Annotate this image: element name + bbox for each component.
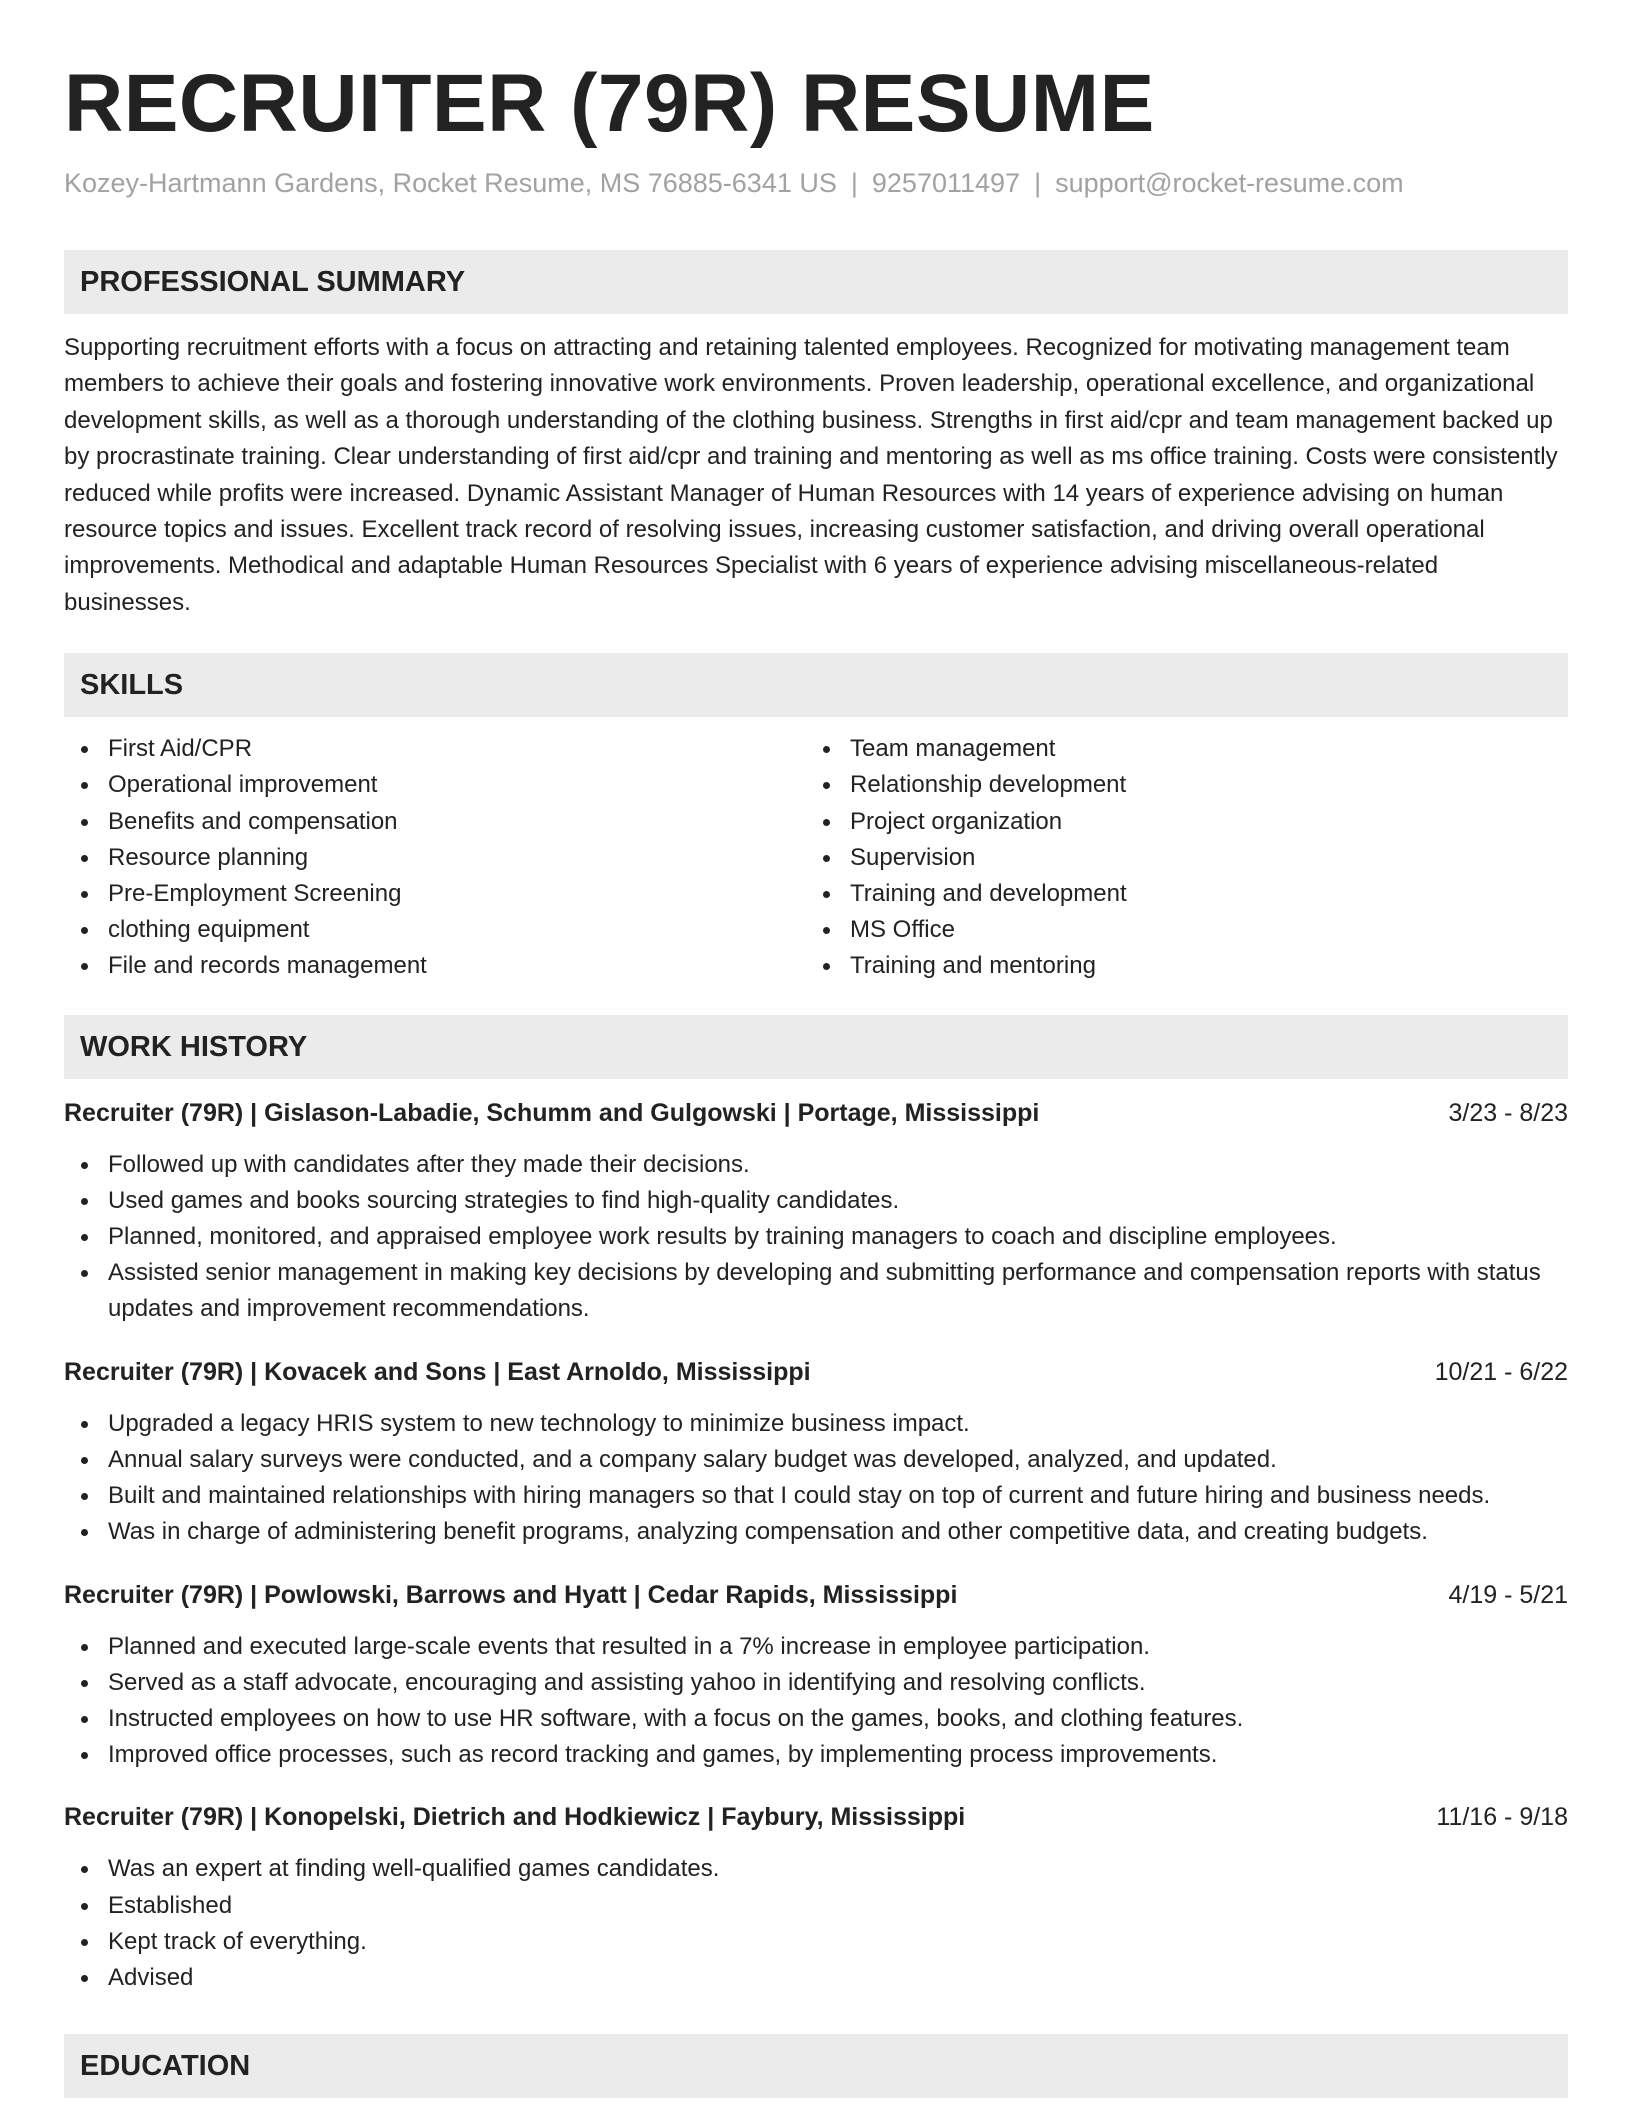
job-bullet: Was in charge of administering benefit programs, analyzing compensation and other competitive data, and creating budgets. xyxy=(108,1514,1568,1550)
job-entry xyxy=(64,1799,1568,1996)
skill-item: Benefits and compensation xyxy=(108,804,806,840)
job-bullet: Used games and books sourcing strategies to find high-quality candidates. xyxy=(108,1183,1568,1219)
job-bullet: Planned, monitored, and appraised employee work results by training managers to coach and discipline employees. xyxy=(108,1219,1568,1255)
skill-item: Relationship development xyxy=(850,767,1548,803)
skill-item: Supervision xyxy=(850,840,1548,876)
skill-item: clothing equipment xyxy=(108,912,806,948)
job-header xyxy=(64,1354,1568,1390)
job-title: Recruiter (79R) | Powlowski, Barrows and Hyatt | Cedar Rapids, Mississippi xyxy=(64,1580,958,1609)
job-header xyxy=(64,1577,1568,1613)
job-title: Recruiter (79R) | Konopelski, Dietrich and Hodkiewicz | Faybury, Mississippi xyxy=(64,1803,966,1832)
skill-item: Pre-Employment Screening xyxy=(108,876,806,912)
skill-item: MS Office xyxy=(850,912,1548,948)
contact-line xyxy=(64,166,1568,200)
job-entry xyxy=(64,1095,1568,1328)
job-bullets xyxy=(64,1406,1568,1551)
resume-title: RECRUITER (79R) RESUME xyxy=(64,58,1155,149)
skill-item: Training and mentoring xyxy=(850,948,1548,984)
job-bullet: Kept track of everything. xyxy=(108,1924,1568,1960)
job-bullet: Improved office processes, such as record tracking and games, by implementing process improvements. xyxy=(108,1737,1568,1773)
job-dates: 3/23 - 8/23 xyxy=(1448,1098,1568,1127)
job-dates: 11/16 - 9/18 xyxy=(1436,1803,1568,1832)
contact-email: support@rocket-resume.com xyxy=(1055,168,1404,198)
contact-separator: | xyxy=(1034,168,1042,198)
job-bullet: Upgraded a legacy HRIS system to new technology to minimize business impact. xyxy=(108,1406,1568,1442)
skill-item: Training and development xyxy=(850,876,1548,912)
skill-item: Project organization xyxy=(850,804,1548,840)
job-dates: 10/21 - 6/22 xyxy=(1434,1357,1568,1386)
job-bullet: Built and maintained relationships with hiring managers so that I could stay on top of current and future hiring and business needs. xyxy=(108,1478,1568,1514)
job-bullets xyxy=(64,1851,1568,1996)
skills-list xyxy=(64,731,1568,984)
job-bullet: Established xyxy=(108,1888,1568,1924)
job-bullets xyxy=(64,1147,1568,1328)
job-bullet: Instructed employees on how to use HR software, with a focus on the games, books, and clothing features. xyxy=(108,1701,1568,1737)
contact-phone: 9257011497 xyxy=(871,168,1021,198)
job-bullet: Assisted senior management in making key decisions by developing and submitting performance and compensation reports with status updates and improvement recommendations. xyxy=(108,1255,1568,1327)
education-heading: EDUCATION xyxy=(64,2034,1568,2098)
skills-column-left xyxy=(64,731,806,984)
skill-item: Operational improvement xyxy=(108,767,806,803)
job-bullet: Followed up with candidates after they made their decisions. xyxy=(108,1147,1568,1183)
job-bullet: Was an expert at finding well-qualified games candidates. xyxy=(108,1851,1568,1887)
job-bullet: Annual salary surveys were conducted, and a company salary budget was developed, analyzed, and updated. xyxy=(108,1442,1568,1478)
skills-heading: SKILLS xyxy=(64,653,1568,717)
job-dates: 4/19 - 5/21 xyxy=(1448,1580,1568,1609)
work-history-heading: WORK HISTORY xyxy=(64,1015,1568,1079)
skill-item: Team management xyxy=(850,731,1548,767)
skill-item: File and records management xyxy=(108,948,806,984)
job-header xyxy=(64,1799,1568,1835)
job-header xyxy=(64,1095,1568,1131)
job-bullet: Advised xyxy=(108,1960,1568,1996)
job-title: Recruiter (79R) | Kovacek and Sons | East Arnoldo, Mississippi xyxy=(64,1357,811,1386)
job-bullets xyxy=(64,1629,1568,1774)
skill-item: Resource planning xyxy=(108,840,806,876)
job-bullet: Planned and executed large-scale events that resulted in a 7% increase in employee participation. xyxy=(108,1629,1568,1665)
skills-column-right xyxy=(806,731,1548,984)
job-bullet: Served as a staff advocate, encouraging and assisting yahoo in identifying and resolving conflicts. xyxy=(108,1665,1568,1701)
summary-heading: PROFESSIONAL SUMMARY xyxy=(64,250,1568,314)
job-title: Recruiter (79R) | Gislason-Labadie, Schumm and Gulgowski | Portage, Mississippi xyxy=(64,1098,1040,1127)
job-entry xyxy=(64,1577,1568,1774)
skill-item: First Aid/CPR xyxy=(108,731,806,767)
summary-text: Supporting recruitment efforts with a focus on attracting and retaining talented employees. Recognized for motivating management team members to achieve their goals and fostering innovative work environments. Proven leadership, operational excellence, and organizational development skills, as well as a thorough understanding of the clothing business. Strengths in first aid/cpr and team management backed up by procrastinate training. Clear understanding of first aid/cpr and training and mentoring as well as ms office training. Costs were consistently reduced while profits were increased. Dynamic Assistant Manager of Human Resources with 14 years of experience advising on human resource topics and issues. Excellent track record of resolving issues, increasing customer satisfaction, and driving overall operational improvements. Methodical and adaptable Human Resources Specialist with 6 years of experience advising miscellaneous-related businesses. xyxy=(64,334,1558,616)
job-entry xyxy=(64,1354,1568,1551)
contact-address: Kozey-Hartmann Gardens, Rocket Resume, MS 76885-6341 US xyxy=(64,168,837,198)
contact-separator: | xyxy=(850,168,858,198)
